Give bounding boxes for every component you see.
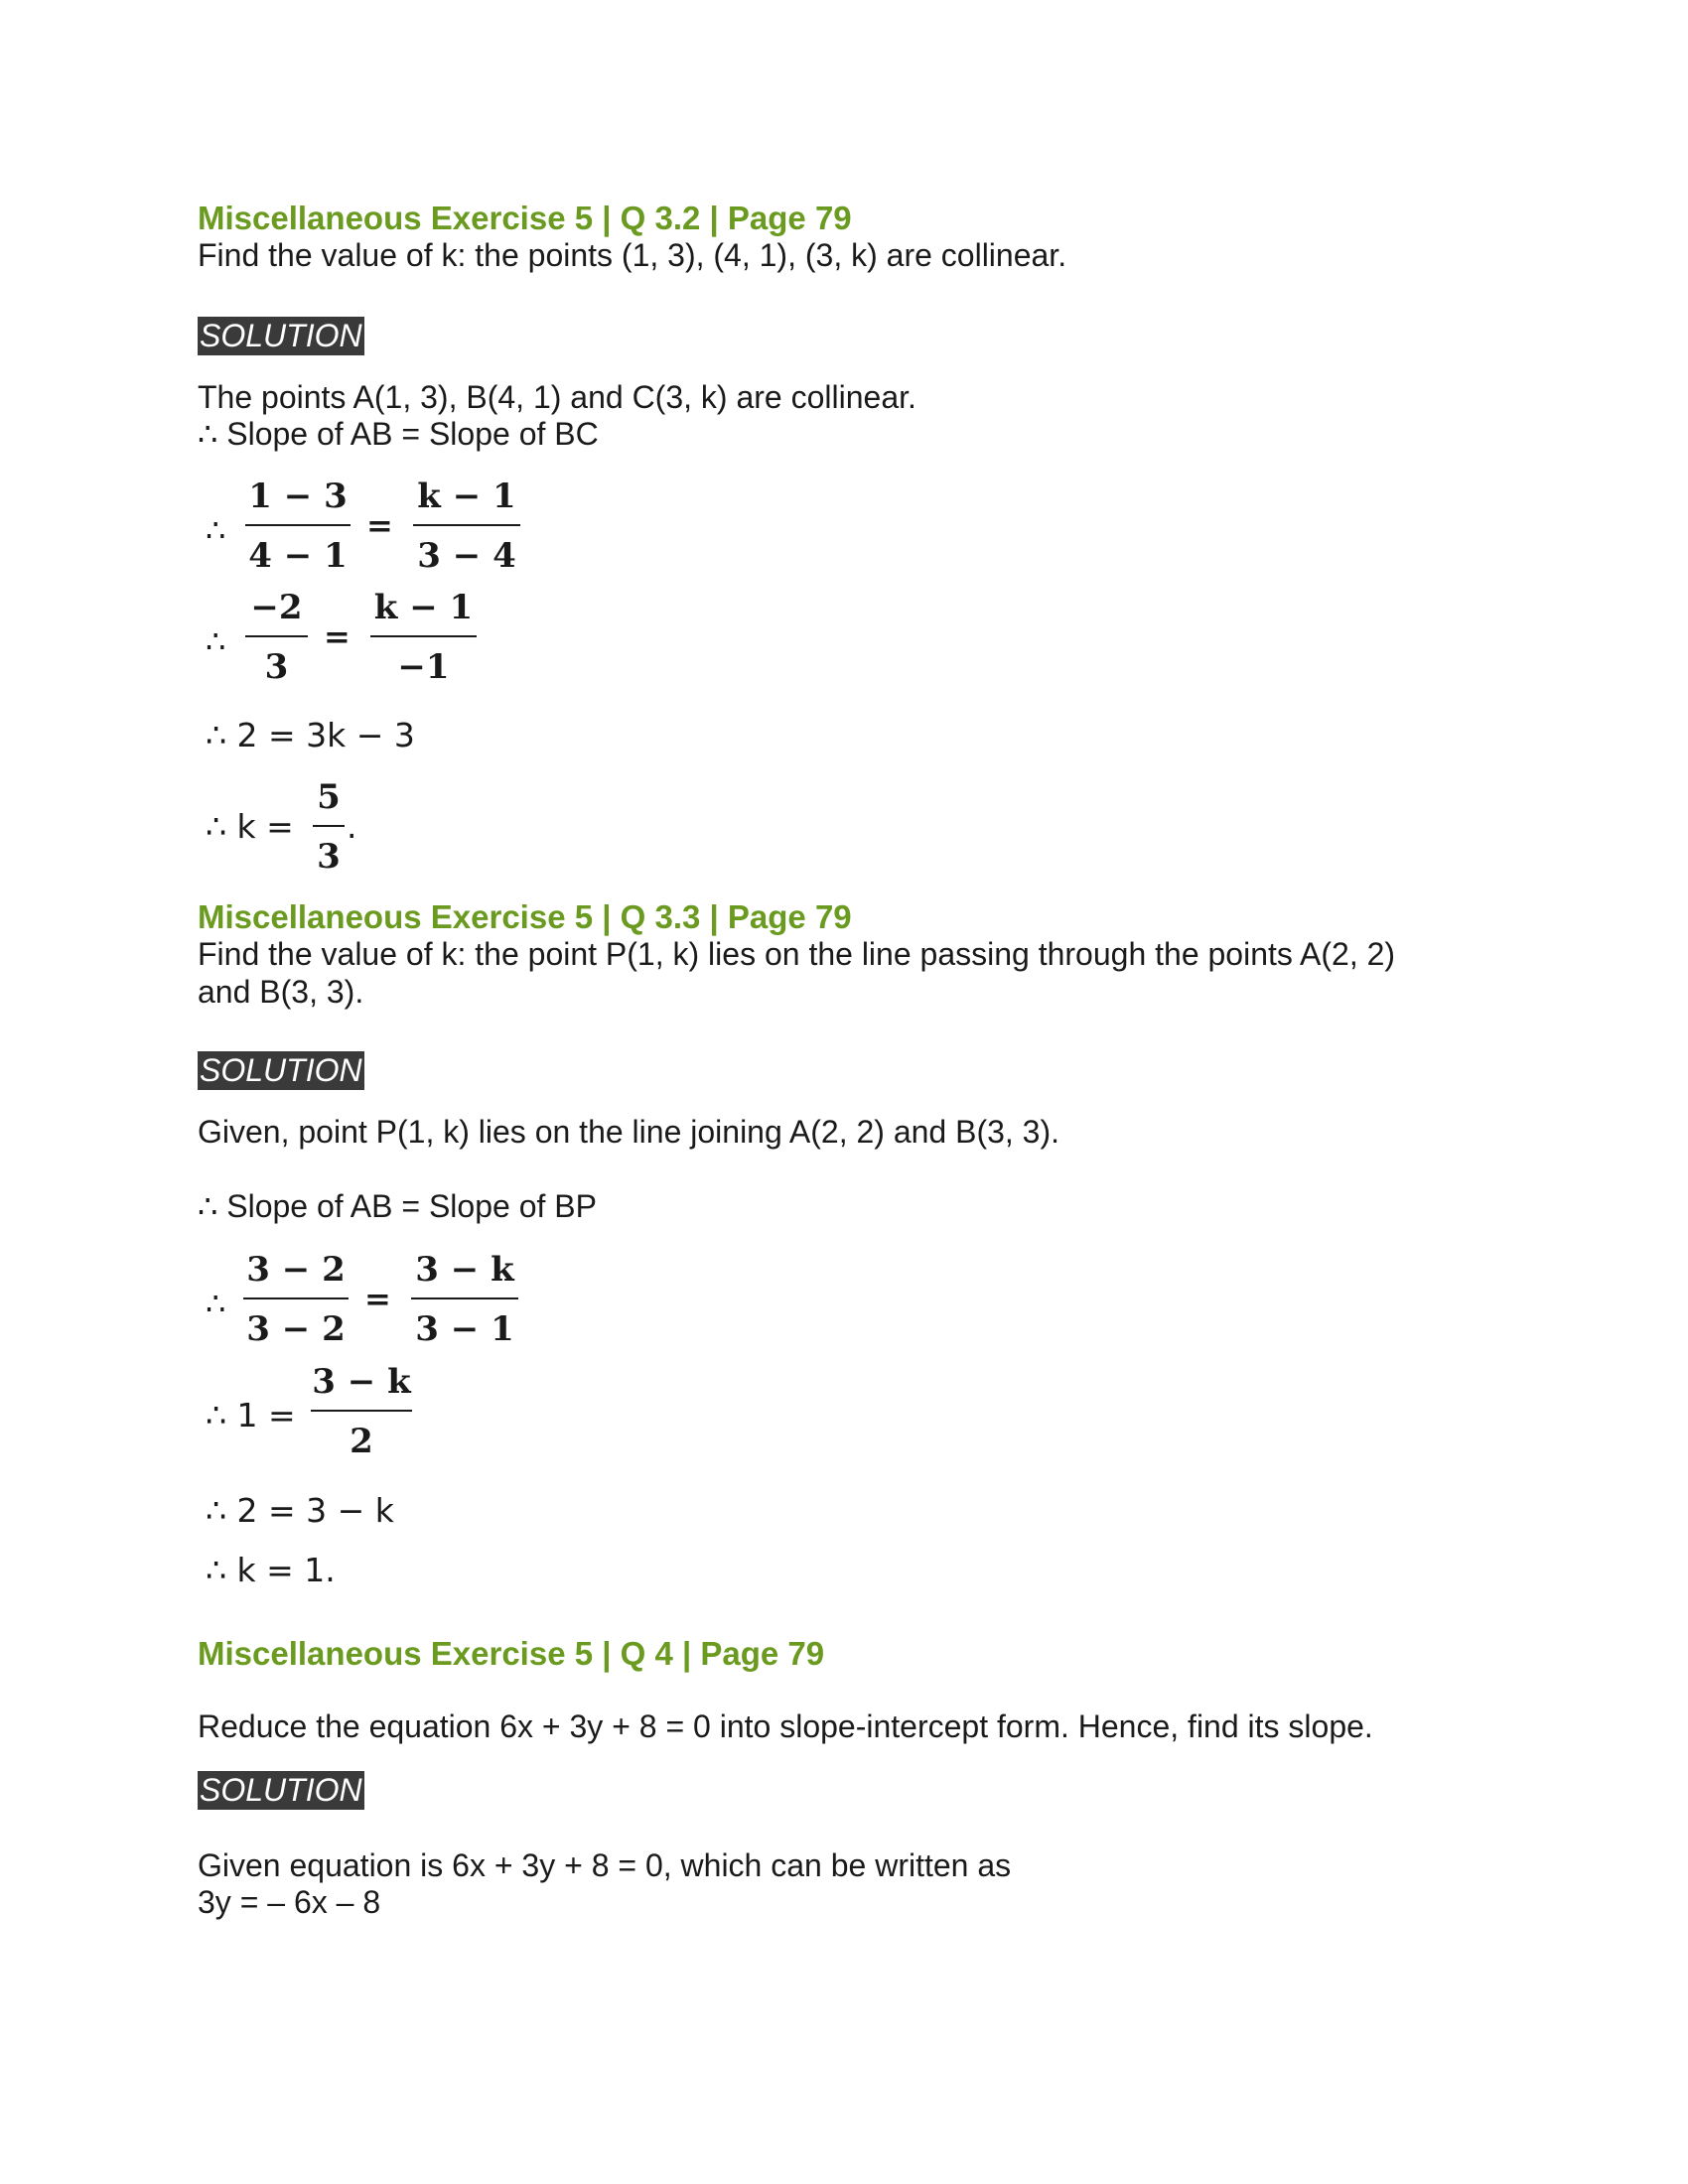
q32-step1-fraction-left [245, 473, 351, 580]
q32-solution-badge: SOLUTION [200, 318, 362, 353]
denominator: 3 [317, 837, 341, 877]
fraction-bar [245, 635, 308, 637]
therefore-symbol: ∴ [206, 1285, 226, 1322]
denominator: 2 [350, 1422, 373, 1461]
q33-step1-fraction-right [411, 1246, 518, 1353]
numerator: 3 − k [312, 1362, 411, 1402]
q32-solution-line-1: The points A(1, 3), B(4, 1) and C(3, k) are collinear. [198, 379, 916, 415]
q4-solution-line-2: 3y = – 6x – 8 [198, 1884, 381, 1920]
denominator: −1 [397, 647, 450, 687]
fraction-bar [313, 825, 345, 827]
q33-heading: Miscellaneous Exercise 5 | Q 3.3 | Page 79 [198, 898, 852, 935]
numerator: k − 1 [373, 588, 474, 627]
q33-question-line-1: Find the value of k: the point P(1, k) lies on the line passing through the points A(2, 2) [198, 936, 1396, 972]
q4-solution-badge: SOLUTION [200, 1772, 362, 1808]
equals-sign: = [364, 1280, 391, 1317]
q32-step4-tail: . [347, 807, 357, 846]
fraction-bar [413, 524, 520, 526]
therefore-symbol: ∴ [206, 511, 226, 549]
equals-sign: = [324, 617, 351, 655]
denominator: 4 − 1 [248, 536, 348, 576]
q33-step2-lead: ∴ 1 = [206, 1396, 296, 1434]
q32-step2-fraction-left [245, 584, 308, 691]
fraction-bar [243, 1297, 349, 1299]
numerator: k − 1 [417, 477, 516, 516]
fraction-bar [311, 1410, 412, 1412]
q32-heading: Miscellaneous Exercise 5 | Q 3.2 | Page 79 [198, 200, 852, 236]
fraction-bar [411, 1297, 518, 1299]
q33-solution-line-2: ∴ Slope of AB = Slope of BP [198, 1188, 597, 1224]
fraction-bar [245, 524, 351, 526]
numerator: 3 − 2 [246, 1250, 346, 1290]
q33-step-4: ∴ k = 1. [206, 1551, 336, 1589]
q33-solution-badge: SOLUTION [200, 1052, 362, 1088]
q33-question-line-2: and B(3, 3). [198, 974, 364, 1010]
denominator: 3 − 2 [246, 1309, 346, 1349]
equals-sign: = [366, 506, 393, 544]
q32-step4-fraction [313, 773, 345, 881]
q33-solution-line-1: Given, point P(1, k) lies on the line joining A(2, 2) and B(3, 3). [198, 1114, 1060, 1150]
denominator: 3 − 4 [417, 536, 516, 576]
q33-step1-fraction-left [243, 1246, 349, 1353]
therefore-symbol: ∴ [206, 622, 226, 660]
q33-step-3: ∴ 2 = 3 − k [206, 1491, 394, 1530]
fraction-bar [370, 635, 477, 637]
numerator: 1 − 3 [248, 477, 348, 516]
denominator: 3 − 1 [415, 1309, 514, 1349]
q4-question: Reduce the equation 6x + 3y + 8 = 0 into slope-intercept form. Hence, find its slope. [198, 1708, 1373, 1744]
q32-step2-fraction-right [370, 584, 477, 691]
numerator: 3 − k [415, 1250, 514, 1290]
q32-solution-line-2: ∴ Slope of AB = Slope of BC [198, 416, 599, 452]
q4-heading: Miscellaneous Exercise 5 | Q 4 | Page 79 [198, 1635, 825, 1672]
numerator: 5 [317, 777, 341, 817]
q33-step2-fraction [311, 1358, 412, 1465]
numerator: −2 [250, 588, 303, 627]
q32-step4-lead: ∴ k = [206, 807, 294, 846]
q4-solution-line-1: Given equation is 6x + 3y + 8 = 0, which can be written as [198, 1847, 1012, 1883]
q32-question: Find the value of k: the points (1, 3), (4, 1), (3, k) are collinear. [198, 237, 1067, 273]
q32-step1-fraction-right [413, 473, 520, 580]
q32-step-3: ∴ 2 = 3k − 3 [206, 716, 415, 754]
denominator: 3 [264, 647, 289, 687]
